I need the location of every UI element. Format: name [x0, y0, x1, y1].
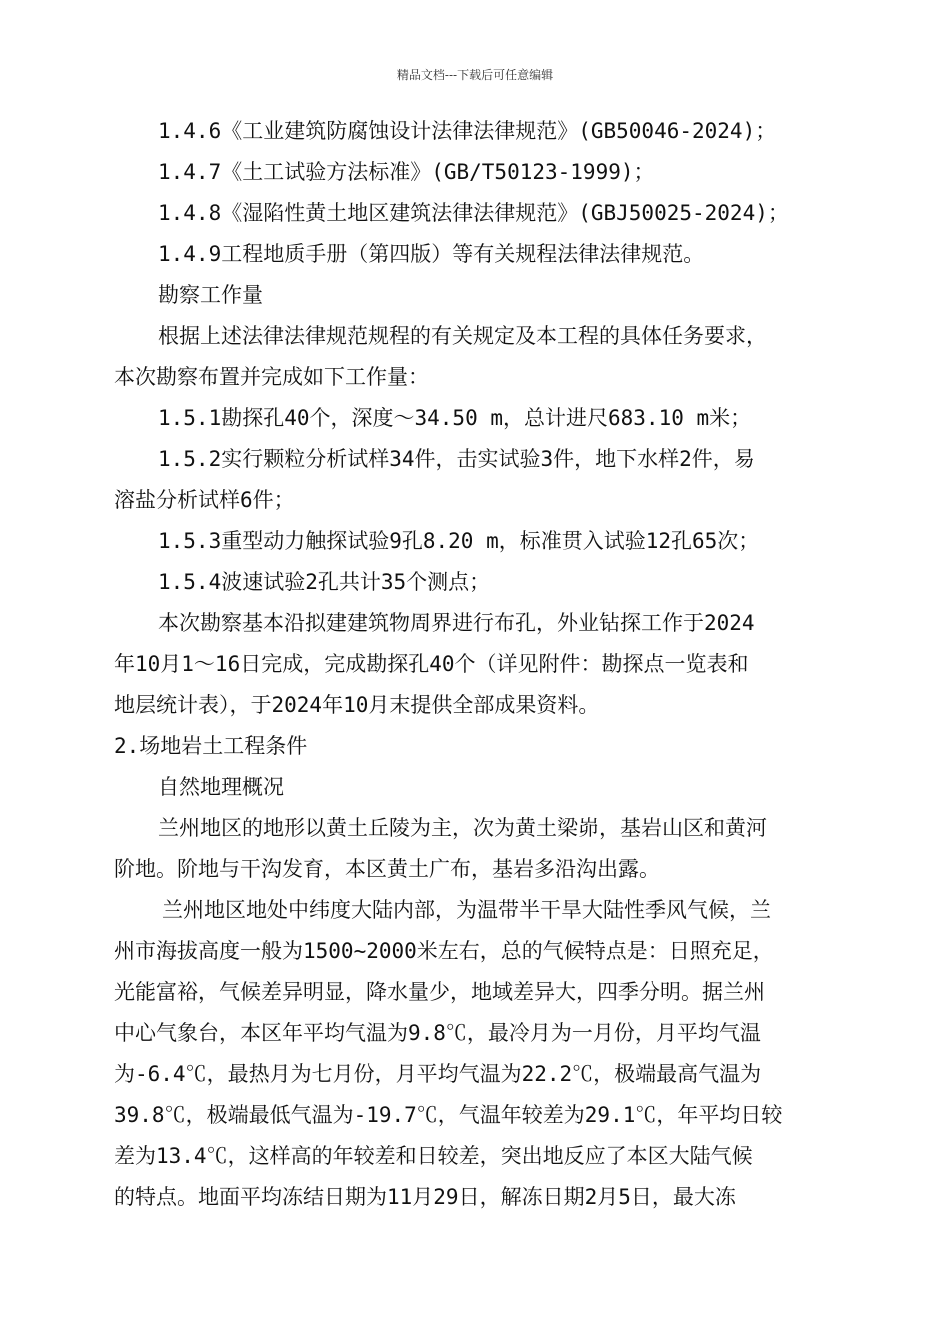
- text-line: 州市海拔高度一般为1500~2000米左右，总的气候特点是：日照充足，: [114, 939, 774, 963]
- text-line: 为-6.4℃，最热月为七月份，月平均气温为22.2℃，极端最高气温为: [114, 1062, 762, 1086]
- text-line: 的特点。地面平均冻结日期为11月29日，解冻日期2月5日，最大冻: [114, 1185, 736, 1209]
- section-heading: 勘察工作量: [158, 283, 263, 307]
- text-line: 阶地。阶地与干沟发育，本区黄土广布，基岩多沿沟出露。: [114, 857, 660, 881]
- text-line: 兰州地区地处中纬度大陆内部，为温带半干旱大陆性季风气候，兰: [162, 898, 771, 922]
- text-line: 1.4.6《工业建筑防腐蚀设计法律法律规范》(GB50046-2024)；: [158, 119, 777, 143]
- text-line: 溶盐分析试样6件；: [114, 488, 295, 512]
- text-line: 1.5.4波速试验2孔共计35个测点；: [158, 570, 491, 594]
- text-line: 光能富裕，气候差异明显，降水量少，地域差异大，四季分明。据兰州: [114, 980, 765, 1004]
- section-heading: 2.场地岩土工程条件: [114, 734, 308, 758]
- text-line: 1.5.1勘探孔40个，深度～34.50 m，总计进尺683.10 m米；: [158, 406, 752, 430]
- text-line: 1.4.8《湿陷性黄土地区建筑法律法律规范》(GBJ50025-2024)；: [158, 201, 789, 225]
- text-line: 1.5.2实行颗粒分析试样34件，击实试验3件，地下水样2件，易: [158, 447, 755, 471]
- text-line: 差为13.4℃，这样高的年较差和日较差，突出地反应了本区大陆气候: [114, 1144, 753, 1168]
- text-line: 1.4.9工程地质手册（第四版）等有关规程法律法律规范。: [158, 242, 705, 266]
- text-line: 地层统计表），于2024年10月末提供全部成果资料。: [114, 693, 600, 717]
- text-line: 1.5.3重型动力触探试验9孔8.20 m，标准贯入试验12孔65次；: [158, 529, 760, 553]
- section-heading: 自然地理概况: [158, 775, 284, 799]
- page-header: 精品文档---下载后可任意编辑: [396, 68, 554, 82]
- text-line: 中心气象台，本区年平均气温为9.8℃，最冷月为一月份，月平均气温: [114, 1021, 761, 1045]
- text-line: 根据上述法律法律规范规程的有关规定及本工程的具体任务要求，: [158, 324, 767, 348]
- text-line: 兰州地区的地形以黄土丘陵为主，次为黄土梁峁，基岩山区和黄河: [158, 816, 767, 840]
- text-line: 年10月1～16日完成，完成勘探孔40个（详见附件：勘探点一览表和: [114, 652, 749, 676]
- text-line: 本次勘察基本沿拟建建筑物周界进行布孔，外业钻探工作于2024: [158, 611, 755, 635]
- text-line: 本次勘察布置并完成如下工作量：: [114, 365, 429, 389]
- text-line: 39.8℃，极端最低气温为-19.7℃，气温年较差为29.1℃，年平均日较: [114, 1103, 783, 1127]
- text-line: 1.4.7《土工试验方法标准》(GB/T50123-1999)；: [158, 160, 655, 184]
